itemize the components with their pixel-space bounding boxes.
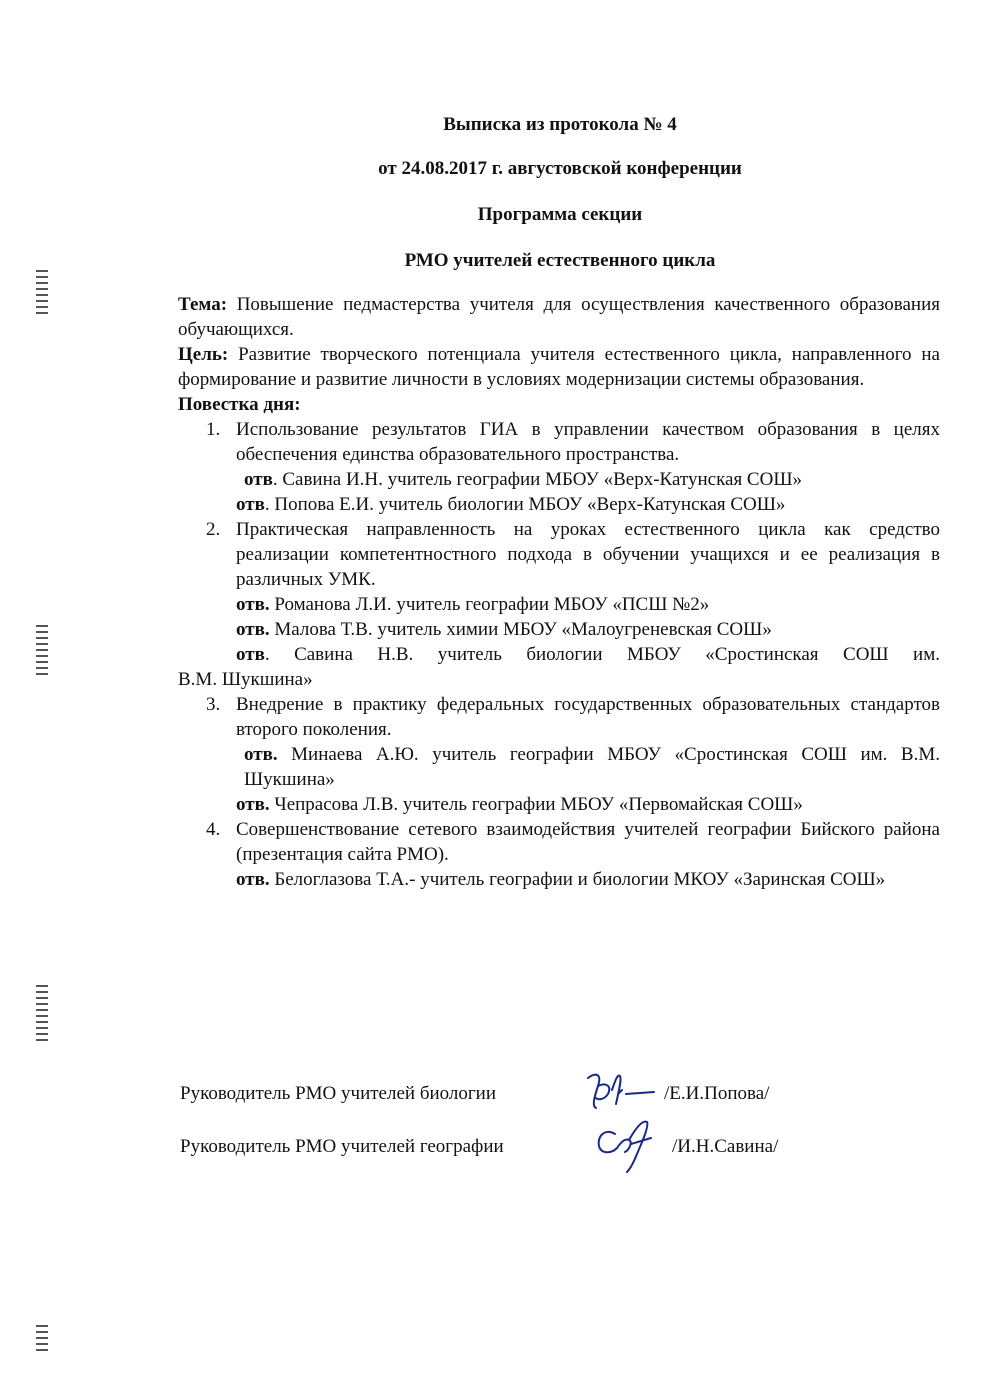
agenda-item-number: 3. [206, 694, 221, 715]
responsible-name: Чепрасова Л.В. учитель географии МБОУ «Первомайская СОШ» [269, 794, 803, 815]
scan-edge-mark [36, 625, 48, 679]
topic-label: Тема: [178, 294, 228, 315]
handwritten-signature-savina [585, 1110, 665, 1176]
responsible-name: . Попова Е.И. учитель биологии МБОУ «Верх-Катунская СОШ» [264, 494, 786, 515]
responsible-label: отв [236, 644, 265, 665]
agenda-title: Повестка дня: [178, 394, 301, 415]
document-title: Выписка из протокола № 4 [443, 114, 677, 135]
agenda-item-text: Внедрение в практику федеральных государственных образовательных стандартов второго поколения. [236, 694, 940, 740]
topic-text: Повышение педмастерства учителя для осуществления качественного образования обучающихся. [178, 294, 940, 340]
section-name: РМО учителей естественного цикла [404, 250, 716, 271]
responsible-label: отв. [236, 869, 270, 890]
agenda-item-text: Практическая направленность на уроках естественного цикла как средство реализации компетентностного подхода в обучении учащихся и ее реализация в различных УМК. [236, 519, 940, 590]
responsible-label: отв [236, 494, 265, 515]
section-program: Программа секции [477, 204, 643, 225]
goal-text: Развитие творческого потенциала учителя естественного цикла, направленного на формирование и развитие личности в условиях модернизации системы образования. [178, 344, 940, 390]
goal-paragraph [178, 342, 940, 392]
responsible-line [236, 592, 940, 617]
responsible-label: отв. [244, 744, 278, 765]
scan-edge-mark [36, 270, 48, 318]
agenda-item [178, 692, 940, 817]
responsible-line-continuation: В.М. Шукшина» [178, 669, 313, 690]
responsible-label: отв. [236, 619, 270, 640]
signature-role-geography: Руководитель РМО учителей географии [180, 1136, 504, 1157]
responsible-line [236, 617, 940, 642]
agenda-item-number: 2. [206, 519, 221, 540]
agenda-item-number: 4. [206, 819, 221, 840]
responsible-name: Минаева А.Ю. учитель географии МБОУ «Сростинская СОШ им. В.М. Шукшина» [244, 744, 940, 790]
goal-label: Цель: [178, 344, 229, 365]
responsible-line [236, 467, 940, 492]
responsible-name: . Савина И.Н. учитель географии МБОУ «Верх-Катунская СОШ» [272, 469, 802, 490]
scan-edge-mark [36, 985, 48, 1045]
agenda-item-number: 1. [206, 419, 221, 440]
responsible-label: отв [244, 469, 273, 490]
responsible-name: Белоглазова Т.А.- учитель географии и биологии МКОУ «Заринская СОШ» [269, 869, 886, 890]
responsible-line [236, 742, 940, 792]
agenda-item [178, 417, 940, 517]
topic-paragraph [178, 292, 940, 342]
agenda-item [178, 517, 940, 692]
responsible-line [236, 867, 940, 892]
responsible-label: отв. [236, 794, 270, 815]
responsible-name: . Савина Н.В. учитель биологии МБОУ «Сростинская СОШ им. [264, 644, 940, 665]
agenda-list [178, 417, 940, 892]
signature-name-biology: /Е.И.Попова/ [664, 1083, 770, 1104]
responsible-label: отв. [236, 594, 270, 615]
responsible-line [236, 792, 940, 817]
responsible-line [236, 642, 940, 667]
responsible-name: Малова Т.В. учитель химии МБОУ «Малоугреневская СОШ» [269, 619, 772, 640]
scan-edge-mark [36, 1325, 48, 1355]
signature-role-biology: Руководитель РМО учителей биологии [180, 1083, 497, 1104]
document-body [178, 292, 940, 892]
agenda-item-text: Использование результатов ГИА в управлении качеством образования в целях обеспечения единства образовательного пространства. [236, 419, 940, 465]
signature-name-geography: /И.Н.Савина/ [672, 1136, 779, 1157]
agenda-item [178, 817, 940, 892]
agenda-item-text: Совершенствование сетевого взаимодействия учителей географии Бийского района (презентация сайта РМО). [236, 819, 940, 865]
responsible-name: Романова Л.И. учитель географии МБОУ «ПСШ №2» [269, 594, 710, 615]
document-date-line: от 24.08.2017 г. августовской конференции [378, 158, 742, 179]
responsible-line [236, 492, 940, 517]
